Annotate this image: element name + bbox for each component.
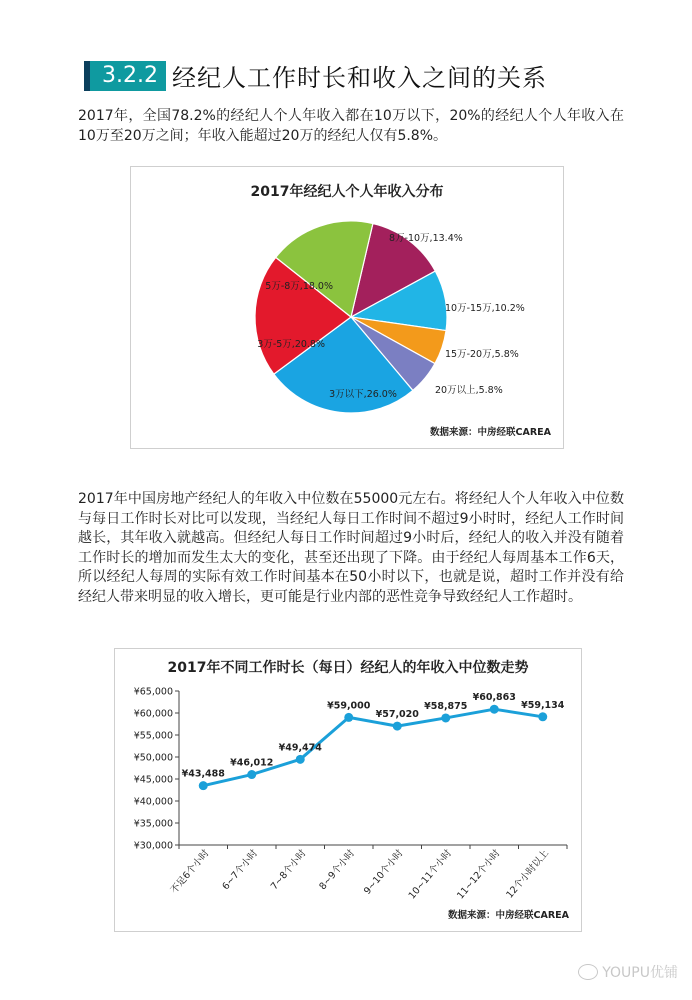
section-title: 经纪人工作时长和收入之间的关系 [171,64,547,92]
pie-chart-source: 数据来源：中房经联CAREA [430,427,551,438]
paragraph-median-income: 2017年中国房地产经纪人的年收入中位数在55000元左右。将经纪人个人年收入中位数与每日工作时长对比可以发现，当经纪人每日工作时间不超过9小时时，经纪人工作时间越长，其年收入就越高。但经纪人每日工作时间超过9小时后，经纪人的收入并没有随着工作时长的增加而发生太大的变化，甚至还出现了下降。由于经纪人每周基本工作6天，所以经纪人每周的实际有效工作时间基本在50小时以下，也就是说，超时工作并没有给经纪人带来明显的收入增长，更可能是行业内部的恶性竞争导致经纪人工作超时。 [78,491,624,605]
x-category-label-5: 10~11个小时 [406,847,455,902]
pie-slice-label-3: 20万以上,5.8% [435,385,503,396]
line-chart-box [114,648,582,932]
data-point-4 [393,722,402,731]
data-point-0 [199,781,208,790]
data-point-5 [441,713,450,722]
y-tick-label-3: ¥45,000 [133,774,173,786]
y-tick-label-2: ¥40,000 [133,796,173,808]
pie-slice-label-0: 8万-10万,13.4% [389,233,463,244]
x-category-label-3: 8~9个小时 [317,847,358,893]
x-category-label-7: 12个小时以上 [504,847,552,901]
section-heading [84,58,547,93]
data-label-2: ¥49,474 [278,742,322,754]
pie-slice-label-1: 10万-15万,10.2% [445,303,525,314]
data-label-5: ¥58,875 [424,700,468,712]
y-tick-label-4: ¥50,000 [133,752,173,764]
x-category-label-2: 7~8个小时 [268,847,309,893]
pie-chart-box [130,166,564,449]
data-label-7: ¥59,134 [521,699,565,711]
x-category-label-1: 6~7个小时 [220,847,261,893]
pie-slice-label-6: 5万-8万,18.0% [265,281,333,292]
y-tick-label-0: ¥30,000 [133,840,173,852]
pie-slice-label-4: 3万以下,26.0% [329,389,397,400]
y-tick-label-6: ¥60,000 [133,708,173,720]
watermark-text: YOUPU优铺 [602,965,678,981]
x-category-label-0: 不足6个小时 [168,847,212,896]
y-tick-label-5: ¥55,000 [133,730,173,742]
section-number: 3.2.2 [84,61,166,91]
line-chart [115,649,581,931]
wechat-icon [578,964,598,980]
y-tick-label-1: ¥35,000 [133,818,173,830]
data-label-4: ¥57,020 [375,709,419,721]
pie-chart-title: 2017年经纪人个人年收入分布 [250,184,444,200]
line-chart-title: 2017年不同工作时长（每日）经纪人的年收入中位数走势 [167,660,529,676]
data-point-1 [247,770,256,779]
data-label-1: ¥46,012 [230,757,274,769]
data-label-0: ¥43,488 [181,768,225,780]
pie-slice-label-2: 15万-20万,5.8% [445,349,519,360]
x-category-label-6: 11~12个小时 [455,847,503,902]
data-label-6: ¥60,863 [472,692,516,704]
pie-slice-label-5: 3万-5万,20.8% [257,339,325,350]
watermark [578,962,678,982]
x-category-label-4: 9~10个小时 [362,847,406,897]
data-label-3: ¥59,000 [327,700,371,712]
data-point-2 [296,755,305,764]
paragraph-income-distribution: 2017年，全国78.2%的经纪人个人年收入都在10万以下，20%的经纪人个人年收入在10万至20万之间；年收入能超过20万的经纪人仅有5.8%。 [78,108,624,144]
y-tick-label-7: ¥65,000 [133,686,173,698]
data-point-3 [344,713,353,722]
line-chart-source: 数据来源：中房经联CAREA [448,910,569,921]
pie-chart [131,167,563,448]
data-point-6 [490,705,499,714]
data-point-7 [538,712,547,721]
